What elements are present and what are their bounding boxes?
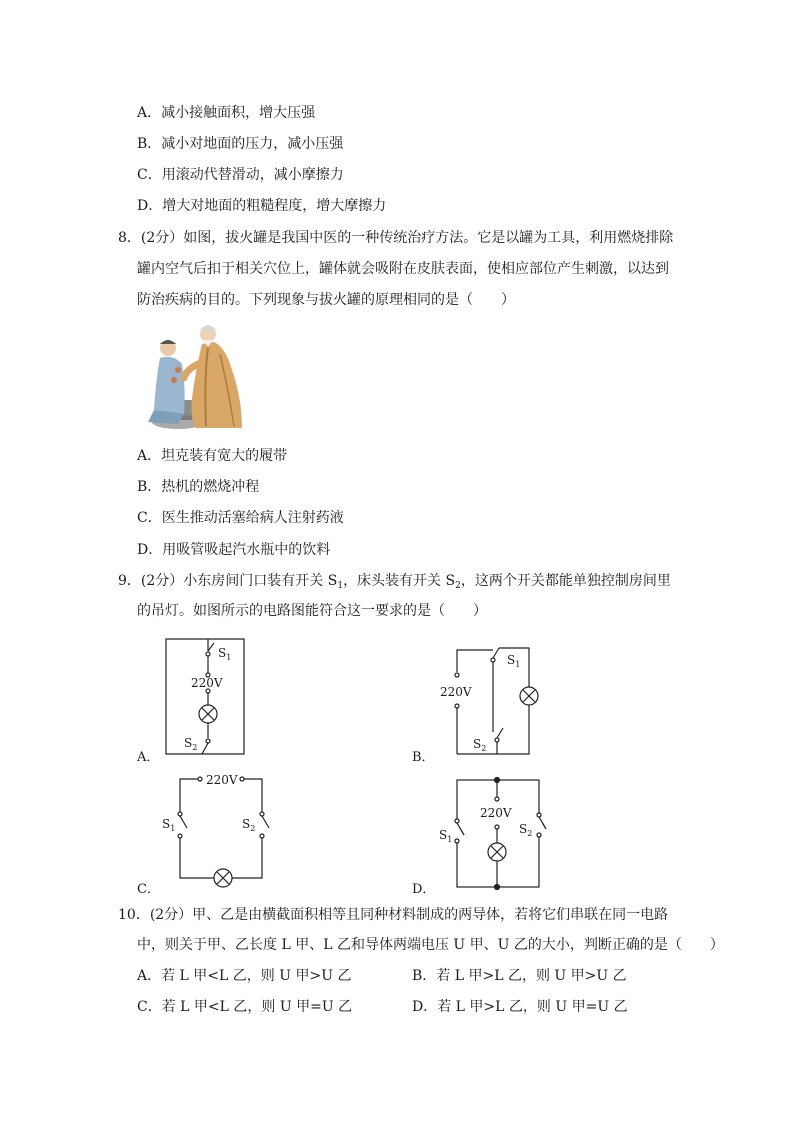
b-s2-sub: 2 [481,744,487,753]
q9-stem-part-b: ，床头装有开关 S [343,573,456,589]
d-voltage: 220V [480,806,512,820]
svg-text:S2 [184,736,197,752]
circuit-c-label: C． [137,882,160,897]
q8-stem-line-2: 罐内空气后扣于相关穴位上，罐体就会吸附在皮肤表面，使相应部位产生刺激，以达到 [137,261,669,277]
q8-option-d: D．用吸管吸起汽水瓶中的饮料 [137,542,331,558]
c-voltage: 220V [206,773,238,787]
a-voltage: 220V [191,676,223,690]
q9-stem-part-c: ，这两个开关都能单独控制房间里 [460,573,671,589]
c-s2-letter: S [242,817,251,831]
q9-sub-1: 1 [337,581,344,591]
svg-text:S2 [473,737,486,753]
c-s2-sub: 2 [250,824,256,833]
a-s1-letter: S [218,646,227,660]
circuit-d-diagram [435,775,550,895]
q8-option-a: A．坦克装有宽大的履带 [137,448,288,464]
d-s2-sub: 2 [527,829,533,838]
q7-option-b: B．减小对地面的压力，减小压强 [137,136,344,152]
a-s1-sub: 1 [226,653,232,662]
q9-stem-line-2: 的吊灯。如图所示的电路图能符合这一要求的是（ ） [137,603,487,619]
q7-option-d: D．增大对地面的粗糙程度，增大摩擦力 [137,198,387,214]
d-s2-letter: S [519,822,528,836]
svg-text:S1 [439,828,452,844]
q8-stem-line-1: 8．(2分）如图，拔火罐是我国中医的一种传统治疗方法。它是以罐为工具，利用燃烧排除 [118,230,674,246]
circuit-b-label: B． [412,750,435,765]
q7-option-a: A．减小接触面积，增大压强 [137,105,316,121]
q9-sub-2: 2 [455,581,461,591]
svg-text:S2 [242,817,255,833]
d-s1-letter: S [439,828,448,842]
circuit-a-label: A． [137,750,160,765]
cupping-illustration [138,318,258,432]
q10-stem-line-1: 10．(2分）甲、乙是由横截面积相等且同种材料制成的两导体，若将它们串联在同一电路 [118,907,669,923]
svg-text:S1 [218,646,231,662]
b-s1-sub: 1 [515,660,521,669]
svg-text:S1 [162,817,175,833]
d-s1-sub: 1 [447,835,453,844]
c-s1-letter: S [162,817,171,831]
circuit-c-diagram [160,770,275,895]
q8-stem-line-3: 防治疾病的目的。下列现象与拔火罐的原理相同的是（ ） [137,292,515,308]
q10-stem-line-2: 中，则关于甲、乙长度 L 甲、L 乙和导体两端电压 U 甲、U 乙的大小，判断正确的是（ ） [137,937,724,953]
q9-stem-line-1 [118,571,671,596]
a-s2-letter: S [184,736,193,750]
q7-option-c: C．用滚动代替滑动，减小摩擦力 [137,167,344,183]
circuit-b-diagram [435,640,540,760]
b-s1-letter: S [507,653,516,667]
circuit-d-label: D． [412,882,436,897]
svg-text:S2 [519,822,532,838]
svg-text:S1 [507,653,520,669]
q9-stem-part-a: 9．(2分）小东房间门口装有开关 S [118,573,338,589]
a-s2-sub: 2 [192,743,198,752]
q10-option-b: B．若 L 甲>L 乙，则 U 甲>U 乙 [412,968,627,984]
q8-option-c: C．医生推动活塞给病人注射药液 [137,510,344,526]
q10-option-c: C．若 L 甲<L 乙，则 U 甲=U 乙 [137,999,353,1015]
q10-option-a: A．若 L 甲<L 乙，则 U 甲>U 乙 [137,968,352,984]
c-s1-sub: 1 [170,824,176,833]
b-voltage: 220V [440,685,472,699]
q8-option-b: B．热机的燃烧冲程 [137,479,260,495]
circuit-a-diagram [160,635,255,760]
b-s2-letter: S [473,737,482,751]
q10-option-d: D．若 L 甲>L 乙，则 U 甲=U 乙 [412,999,628,1015]
